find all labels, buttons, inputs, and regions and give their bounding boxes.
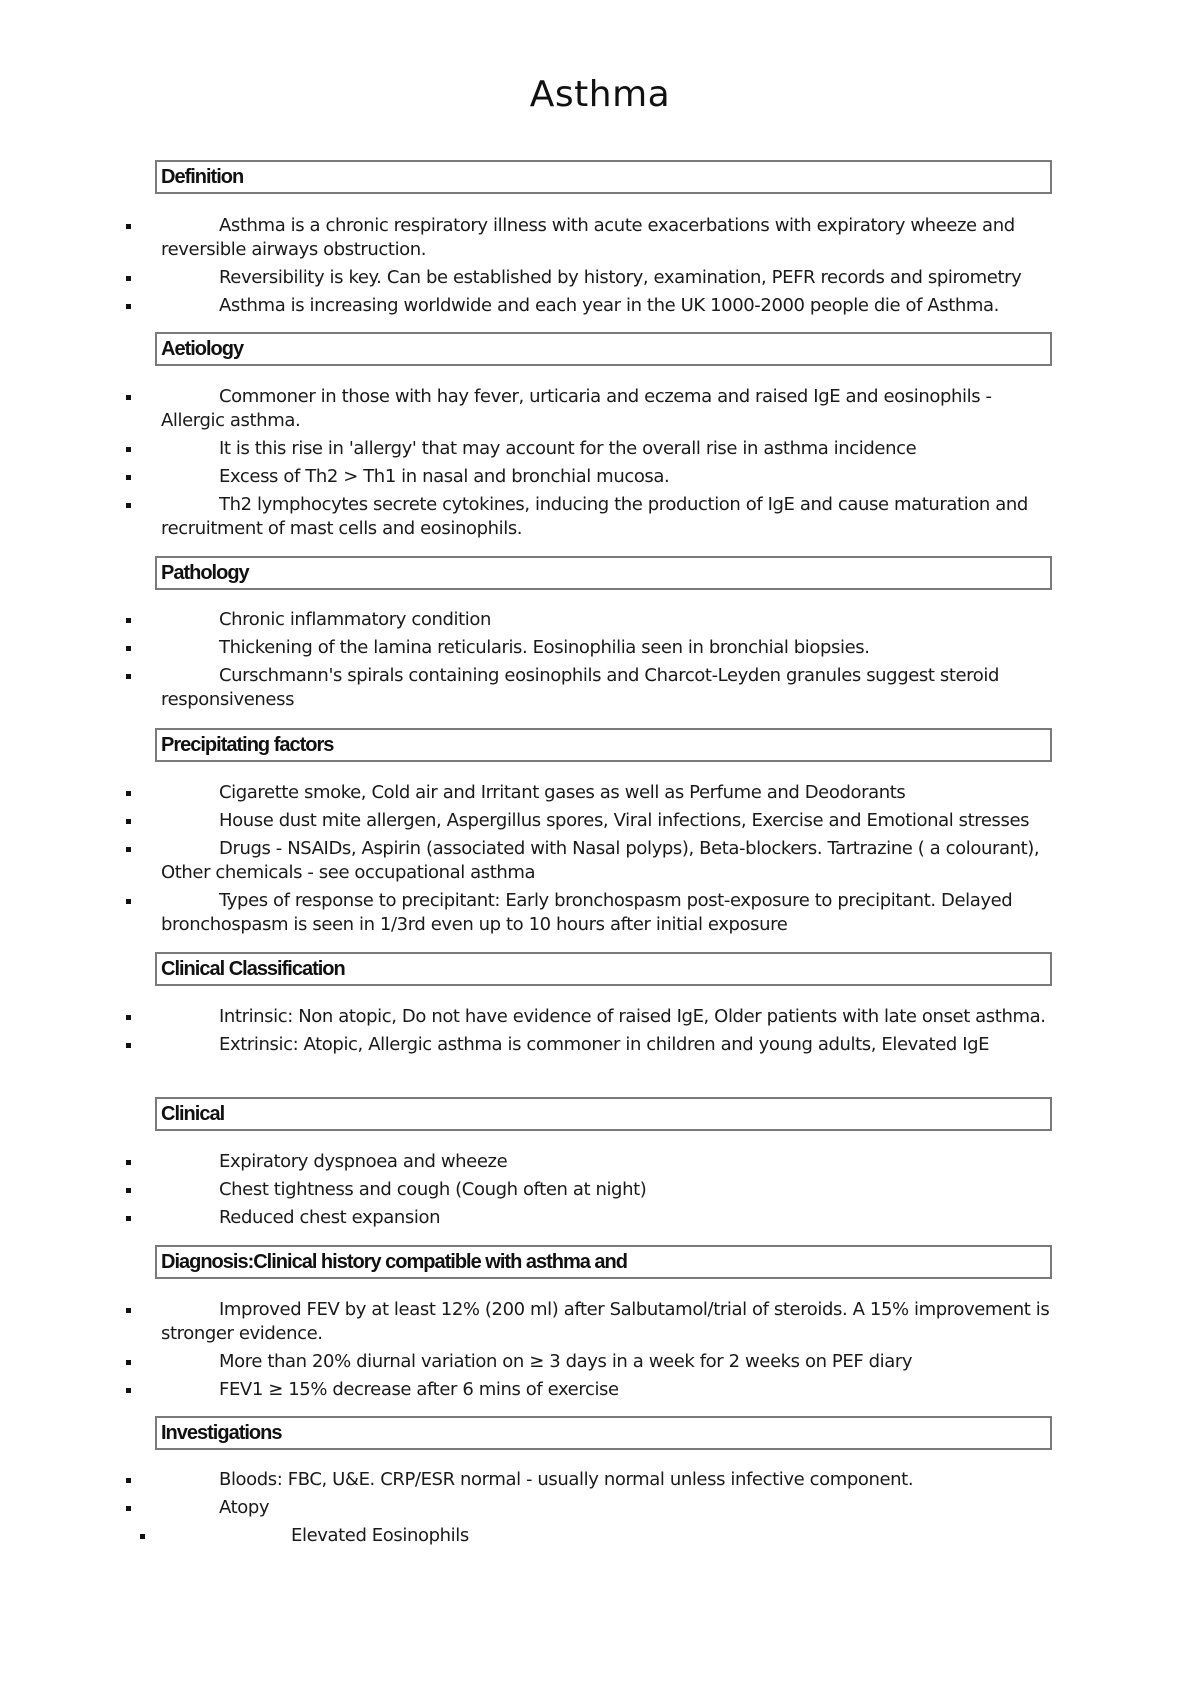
list-item: Expiratory dyspnoea and wheeze xyxy=(0,1150,1200,1174)
list-item: Bloods: FBC, U&E. CRP/ESR normal - usually normal unless infective component. xyxy=(0,1468,1200,1492)
page-title: Asthma xyxy=(529,74,671,115)
bullet-icon xyxy=(126,475,131,480)
list-item: Excess of Th2 > Th1 in nasal and bronchial mucosa. xyxy=(0,465,1200,489)
precipitating-factors-list xyxy=(0,781,1200,941)
list-item: It is this rise in 'allergy' that may account for the overall rise in asthma incidence xyxy=(0,437,1200,461)
bullet-icon xyxy=(126,1188,131,1193)
list-item: Chest tightness and cough (Cough often at night) xyxy=(0,1178,1200,1202)
bullet-icon xyxy=(126,1160,131,1165)
bullet-icon xyxy=(126,1506,131,1511)
list-item: Drugs - NSAIDs, Aspirin (associated with Nasal polyps), Beta-blockers. Tartrazine ( a colourant), Other chemicals - see occupational asthma xyxy=(0,837,1200,885)
aetiology-list xyxy=(0,385,1200,545)
list-item: Chronic inflammatory condition xyxy=(0,608,1200,632)
diagnosis-list xyxy=(0,1298,1200,1406)
bullet-icon xyxy=(126,819,131,824)
investigations-list xyxy=(0,1468,1200,1552)
bullet-icon xyxy=(126,1216,131,1221)
list-item: Cigarette smoke, Cold air and Irritant gases as well as Perfume and Deodorants xyxy=(0,781,1200,805)
bullet-icon xyxy=(126,1308,131,1313)
list-item: More than 20% diurnal variation on ≥ 3 days in a week for 2 weeks on PEF diary xyxy=(0,1350,1200,1374)
bullet-icon xyxy=(126,674,131,679)
section-heading-pathology: Pathology xyxy=(155,556,1052,590)
list-item: Extrinsic: Atopic, Allergic asthma is commoner in children and young adults, Elevated IgE xyxy=(0,1033,1200,1057)
section-heading-clinical: Clinical xyxy=(155,1097,1052,1131)
list-item: Th2 lymphocytes secrete cytokines, inducing the production of IgE and cause maturation and recruitment of mast cells and eosinophils. xyxy=(0,493,1200,541)
list-item: Improved FEV by at least 12% (200 ml) after Salbutamol/trial of steroids. A 15% improvement is stronger evidence. xyxy=(0,1298,1200,1346)
list-item: FEV1 ≥ 15% decrease after 6 mins of exercise xyxy=(0,1378,1200,1402)
pathology-list xyxy=(0,608,1200,716)
list-item: House dust mite allergen, Aspergillus spores, Viral infections, Exercise and Emotional stresses xyxy=(0,809,1200,833)
bullet-icon xyxy=(140,1534,145,1539)
list-item: Reversibility is key. Can be established by history, examination, PEFR records and spirometry xyxy=(0,266,1200,290)
bullet-icon xyxy=(126,1043,131,1048)
bullet-icon xyxy=(126,503,131,508)
bullet-icon xyxy=(126,304,131,309)
list-subitem: Elevated Eosinophils xyxy=(0,1524,1200,1548)
bullet-icon xyxy=(126,847,131,852)
definition-list xyxy=(0,214,1200,322)
bullet-icon xyxy=(126,447,131,452)
section-heading-aetiology: Aetiology xyxy=(155,332,1052,366)
list-item: Types of response to precipitant: Early bronchospasm post-exposure to precipitant. Delayed bronchospasm is seen in 1/3rd even up to 10 hours after initial exposure xyxy=(0,889,1200,937)
bullet-icon xyxy=(126,276,131,281)
section-heading-precipitating-factors: Precipitating factors xyxy=(155,728,1052,762)
list-item: Asthma is increasing worldwide and each year in the UK 1000-2000 people die of Asthma. xyxy=(0,294,1200,318)
bullet-icon xyxy=(126,1015,131,1020)
bullet-icon xyxy=(126,1388,131,1393)
section-heading-clinical-classification: Clinical Classification xyxy=(155,952,1052,986)
list-item: Reduced chest expansion xyxy=(0,1206,1200,1230)
list-item: Intrinsic: Non atopic, Do not have evidence of raised IgE, Older patients with late onset asthma. xyxy=(0,1005,1200,1029)
bullet-icon xyxy=(126,1360,131,1365)
bullet-icon xyxy=(126,791,131,796)
list-item: Asthma is a chronic respiratory illness with acute exacerbations with expiratory wheeze and reversible airways obstruction. xyxy=(0,214,1200,262)
list-item: Thickening of the lamina reticularis. Eosinophilia seen in bronchial biopsies. xyxy=(0,636,1200,660)
list-item: Curschmann's spirals containing eosinophils and Charcot-Leyden granules suggest steroid responsiveness xyxy=(0,664,1200,712)
section-heading-investigations: Investigations xyxy=(155,1416,1052,1450)
bullet-icon xyxy=(126,646,131,651)
clinical-list xyxy=(0,1150,1200,1234)
section-heading-diagnosis: Diagnosis:Clinical history compatible with asthma and xyxy=(155,1245,1052,1279)
bullet-icon xyxy=(126,899,131,904)
list-item: Commoner in those with hay fever, urticaria and eczema and raised IgE and eosinophils - Allergic asthma. xyxy=(0,385,1200,433)
bullet-icon xyxy=(126,224,131,229)
bullet-icon xyxy=(126,395,131,400)
clinical-classification-list xyxy=(0,1005,1200,1061)
list-item: Atopy xyxy=(0,1496,1200,1520)
section-heading-definition: Definition xyxy=(155,160,1052,194)
bullet-icon xyxy=(126,1478,131,1483)
bullet-icon xyxy=(126,618,131,623)
